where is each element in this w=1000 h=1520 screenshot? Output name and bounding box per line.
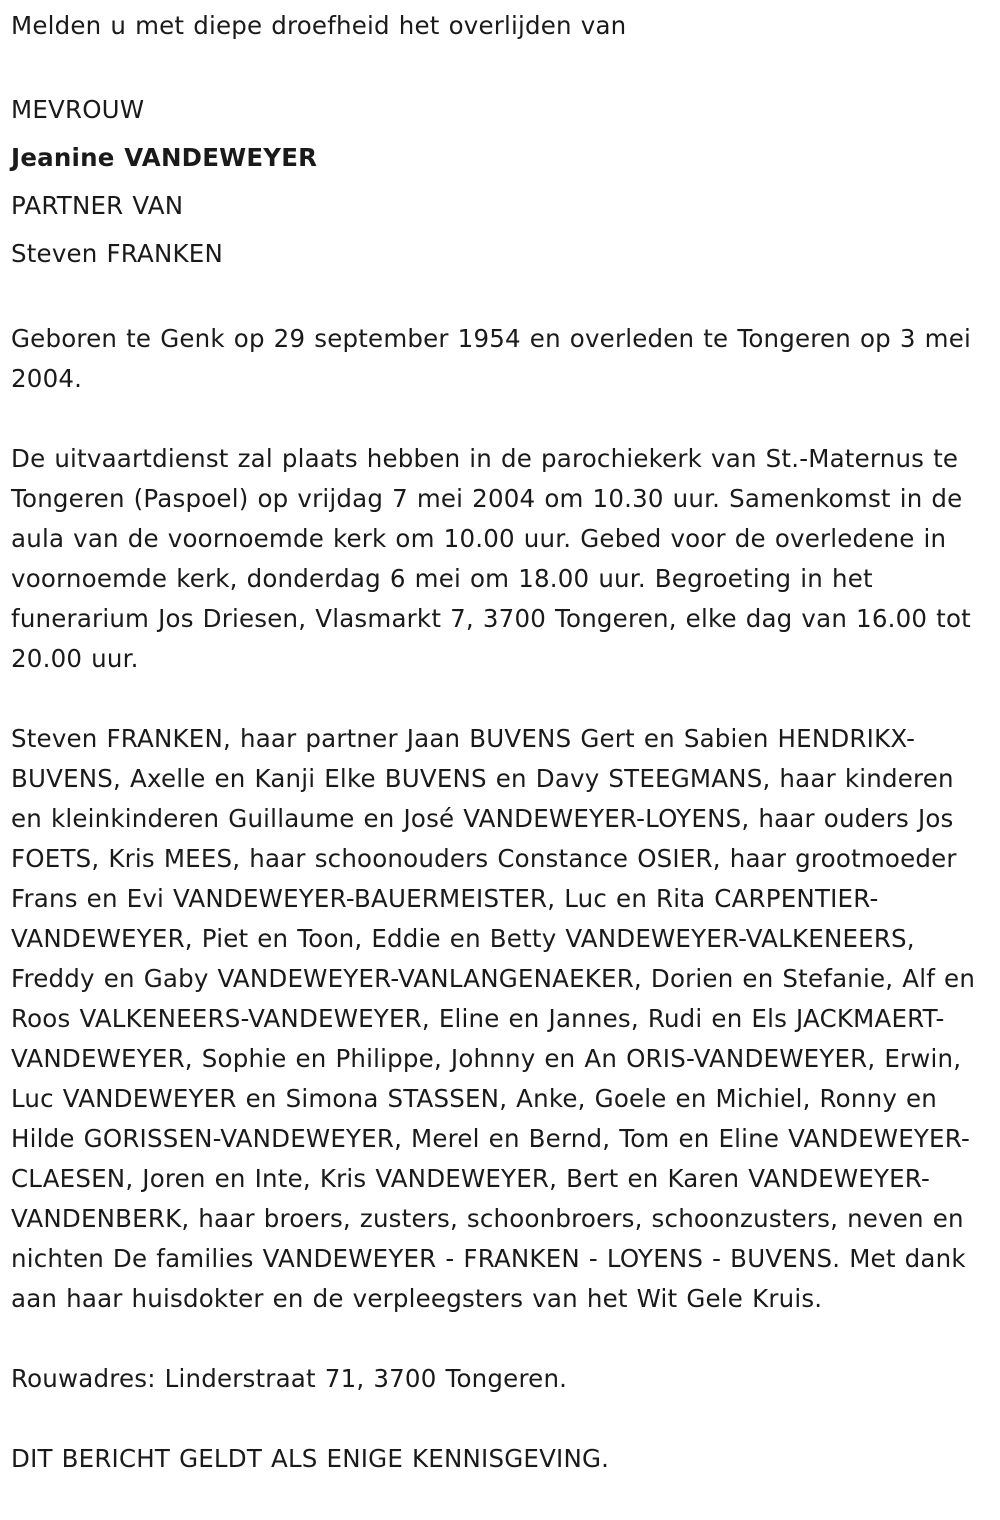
partner-name: Steven FRANKEN	[11, 239, 224, 268]
closing-line: DIT BERICHT GELDT ALS ENIGE KENNISGEVING.	[11, 1444, 610, 1473]
birth-death-paragraph: Geboren te Genk op 29 september 1954 en overleden te Tongeren op 3 mei 2004.	[11, 324, 972, 393]
service-paragraph: De uitvaartdienst zal plaats hebben in de parochiekerk van St.-Maternus te Tongeren (Paspoel) op vrijdag 7 mei 2004 om 10.30 uur. Samenkomst in de aula van de voornoemde kerk om 10.00 uur. Gebed voor de overledene in voornoemde kerk, donderdag 6 mei om 18.00 uur. Begroeting in het funerarium Jos Driesen, Vlasmarkt 7, 3700 Tongeren, elke dag van 16.00 tot 20.00 uur.	[11, 444, 971, 673]
family-paragraph: Steven FRANKEN, haar partner Jaan BUVENS Gert en Sabien HENDRIKX-BUVENS, Axelle en Kanji Elke BUVENS en Davy STEEGMANS, haar kinderen en kleinkinderen Guillaume en José VANDEWEYER-LOYENS, haar ouders Jos FOETS, Kris MEES, haar schoonouders Constance OSIER, haar grootmoeder Frans en Evi VANDEWEYER-BAUERMEISTER, Luc en Rita CARPENTIER-VANDEWEYER, Piet en Toon, Eddie en Betty VANDEWEYER-VALKENEERS, Freddy en Gaby VANDEWEYER-VANLANGENAEKER, Dorien en Stefanie, Alf en Roos VALKENEERS-VANDEWEYER, Eline en Jannes, Rudi en Els JACKMAERT-VANDEWEYER, Sophie en Philippe, Johnny en An ORIS-VANDEWEYER, Erwin, Luc VANDEWEYER en Simona STASSEN, Anke, Goele en Michiel, Ronny en Hilde GORISSEN-VANDEWEYER, Merel en Bernd, Tom en Eline VANDEWEYER-CLAESEN, Joren en Inte, Kris VANDEWEYER, Bert en Karen VANDEWEYER-VANDENBERK, haar broers, zusters, schoonbroers, schoonzusters, neven en nichten De families VANDEWEYER - FRANKEN - LOYENS - BUVENS. Met dank aan haar huisdokter en de verpleegsters van het Wit Gele Kruis.	[11, 724, 976, 1313]
salutation: MEVROUW	[11, 95, 145, 124]
address-line: Rouwadres: Linderstraat 71, 3700 Tongeren.	[11, 1364, 568, 1393]
relation-label: PARTNER VAN	[11, 191, 184, 220]
deceased-name: Jeanine VANDEWEYER	[11, 143, 318, 172]
intro-text: Melden u met diepe droefheid het overlijden van	[11, 11, 627, 40]
